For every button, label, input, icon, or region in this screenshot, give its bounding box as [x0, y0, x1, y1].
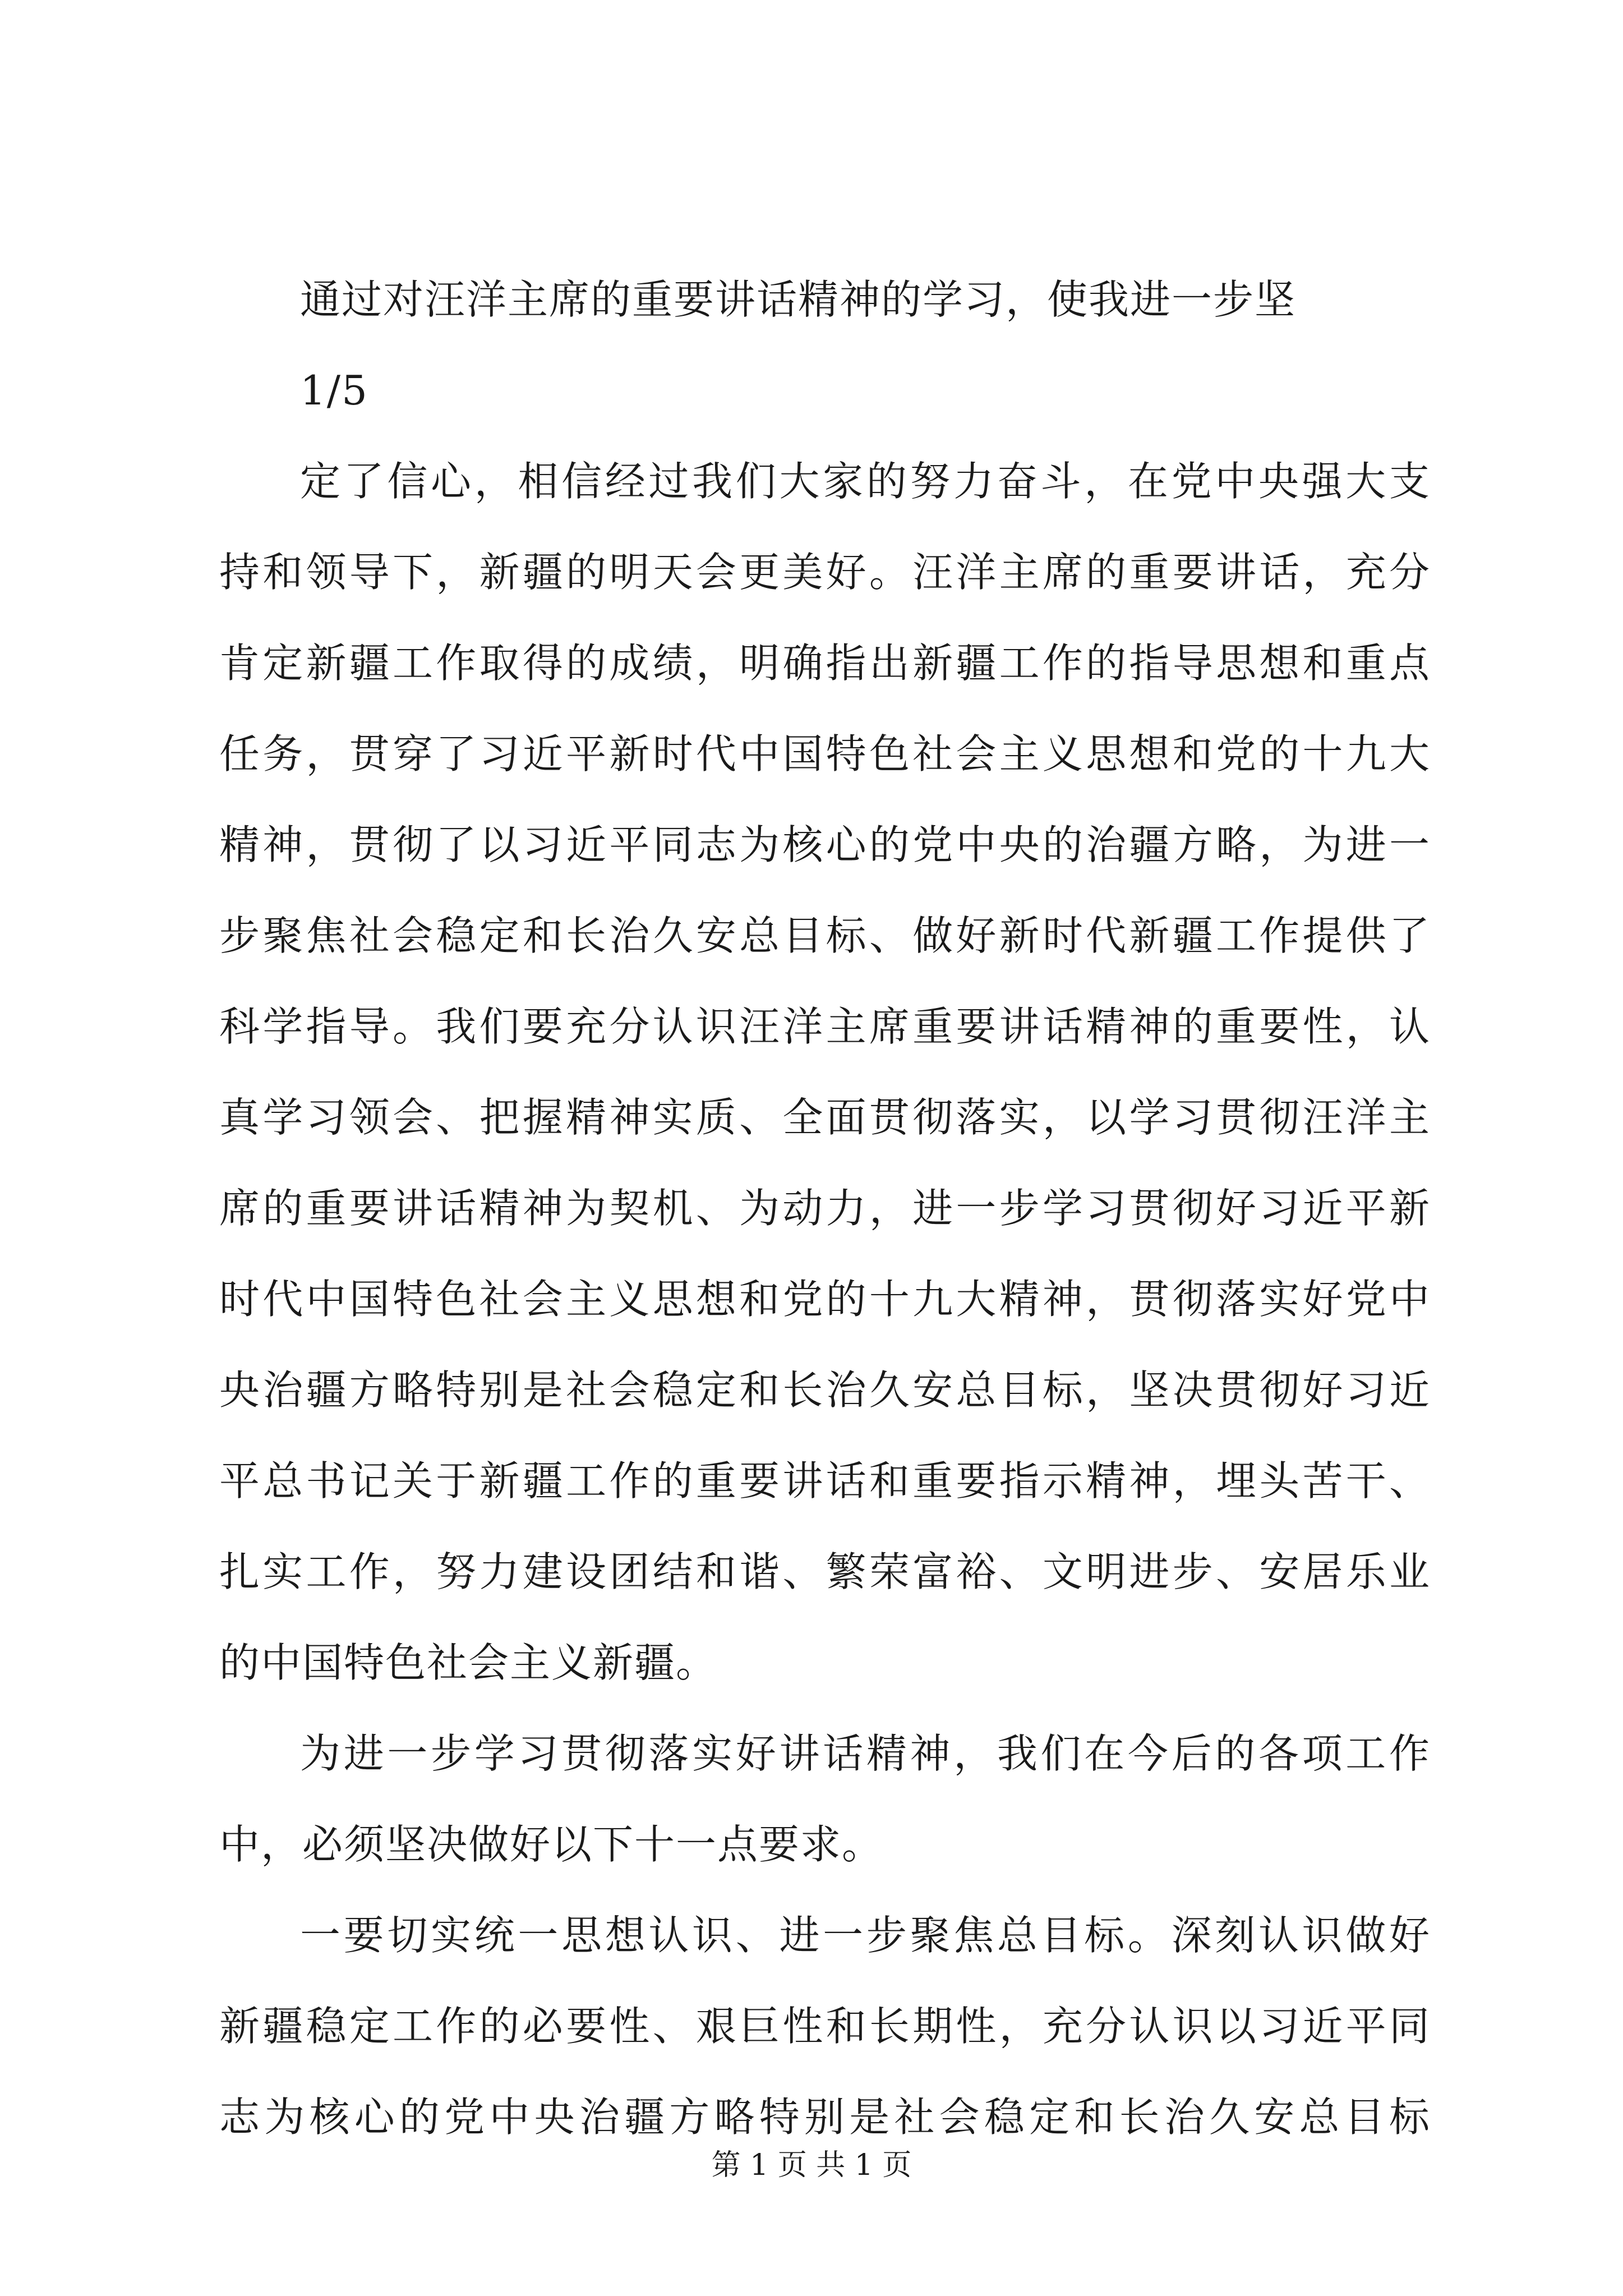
paragraph-line: 席的重要讲话精神为契机、为动力，进一步学习贯彻好习近平新 [219, 1185, 1431, 1232]
paragraph-line: 定了信心，相信经过我们大家的努力奋斗，在党中央强大支 [300, 458, 1431, 505]
paragraph-line: 持和领导下，新疆的明天会更美好。汪洋主席的重要讲话，充分 [219, 549, 1431, 596]
paragraph-line: 科学指导。我们要充分认识汪洋主席重要讲话精神的重要性，认 [219, 1003, 1431, 1050]
paragraph-line: 的中国特色社会主义新疆。 [219, 1639, 718, 1686]
paragraph-line: 中，必须坚决做好以下十一点要求。 [219, 1821, 884, 1868]
paragraph-line: 肯定新疆工作取得的成绩，明确指出新疆工作的指导思想和重点 [219, 639, 1431, 687]
paragraph-line: 精神，贯彻了以习近平同志为核心的党中央的治疆方略，为进一 [219, 821, 1431, 868]
page-marker: 1/5 [300, 367, 368, 414]
paragraph-line: 为进一步学习贯彻落实好讲话精神，我们在今后的各项工作 [300, 1730, 1431, 1777]
page-footer: 第 1 页 共 1 页 [711, 2148, 912, 2182]
paragraph-line: 任务，贯穿了习近平新时代中国特色社会主义思想和党的十九大 [219, 730, 1431, 777]
paragraph-line: 央治疆方略特别是社会稳定和长治久安总目标，坚决贯彻好习近 [219, 1366, 1431, 1414]
paragraph-line: 通过对汪洋主席的重要讲话精神的学习，使我进一步坚 [300, 276, 1297, 323]
paragraph-line: 步聚焦社会稳定和长治久安总目标、做好新时代新疆工作提供了 [219, 912, 1431, 959]
paragraph-line: 志为核心的党中央治疆方略特别是社会稳定和长治久安总目标 [219, 2093, 1431, 2141]
paragraph-line: 新疆稳定工作的必要性、艰巨性和长期性，充分认识以习近平同 [219, 2003, 1431, 2050]
paragraph-line: 扎实工作，努力建设团结和谐、繁荣富裕、文明进步、安居乐业 [219, 1548, 1431, 1595]
paragraph-line: 平总书记关于新疆工作的重要讲话和重要指示精神，埋头苦干、 [219, 1457, 1431, 1504]
paragraph-line: 时代中国特色社会主义思想和党的十九大精神，贯彻落实好党中 [219, 1276, 1431, 1323]
paragraph-line: 一要切实统一思想认识、进一步聚焦总目标。深刻认识做好 [300, 1912, 1431, 1959]
paragraph-line: 真学习领会、把握精神实质、全面贯彻落实，以学习贯彻汪洋主 [219, 1094, 1431, 1141]
document-body [219, 254, 1431, 2162]
